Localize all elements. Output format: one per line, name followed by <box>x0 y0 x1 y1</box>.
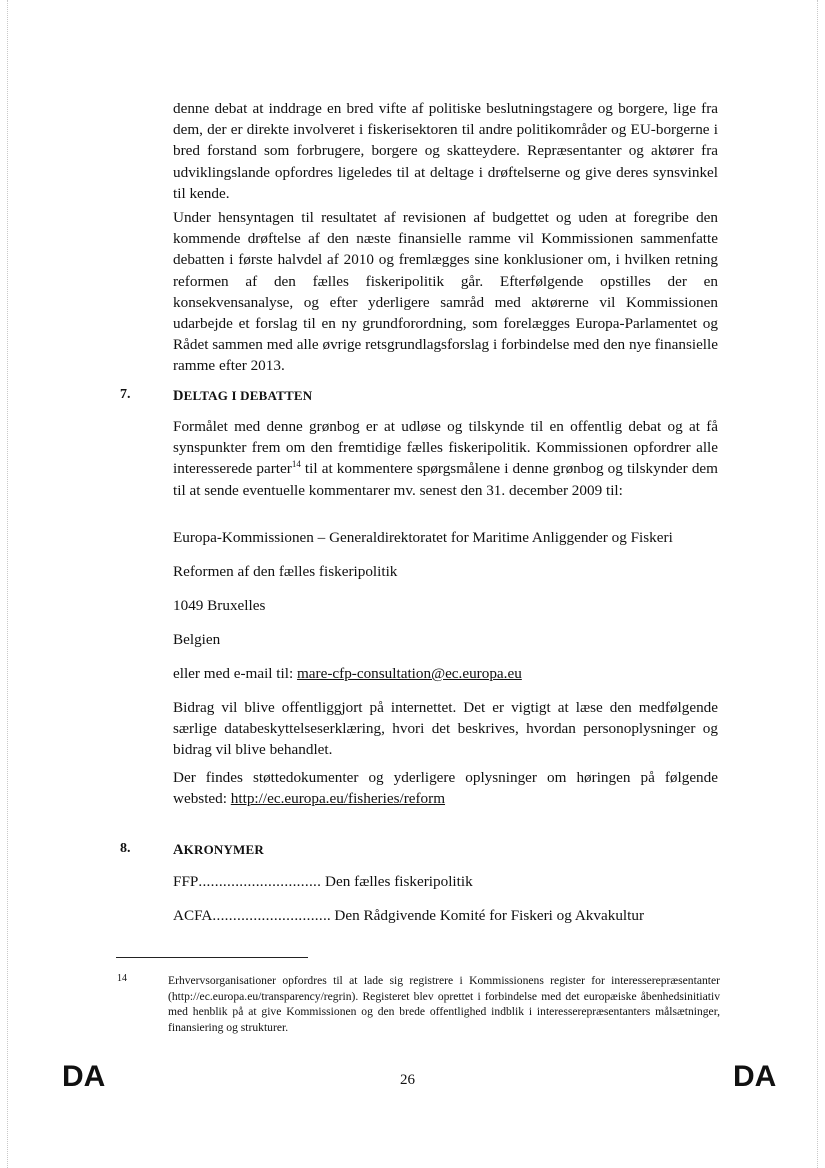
footnote-ref-14[interactable]: 14 <box>291 459 301 470</box>
acronym-row-acfa <box>173 907 644 925</box>
address-line-2: Reformen af den fælles fiskeripolitik <box>173 563 398 580</box>
acronym-abbr: ACFA <box>173 907 213 924</box>
paragraph-purpose <box>173 416 718 501</box>
reform-website-link[interactable]: http://ec.europa.eu/fisheries/reform <box>230 790 446 808</box>
scan-edge-left <box>7 0 8 1168</box>
address-line-4: Belgien <box>173 631 221 648</box>
email-link[interactable]: mare-cfp-consultation@ec.europa.eu <box>296 665 522 682</box>
email-line <box>173 663 522 684</box>
section-7-title <box>173 388 312 405</box>
language-code-right: DA <box>733 1060 777 1093</box>
footnote-text: Erhvervsorganisationer opfordres til at lade sig registrere i Kommissionens register for interesserepræsentanter (http://ec.europa.eu/transparency/regrin). Registeret blev oprettet i forbindelse med det europæiske åbenhedsinitiativ med henblik på at give Kommissionen og den brede offentlighed indblik i interesserepræsentanters målsætninger, finansiering og strukturer. <box>168 974 720 1034</box>
section-7-title-rest: ELTAG I DEBATTEN <box>183 388 313 403</box>
supporting-docs-text: Der findes støttedokumenter og yderligere oplysninger om høringen på følgende websted: <box>173 769 718 808</box>
email-prefix: eller med e-mail til: <box>173 665 297 682</box>
footnote-separator <box>116 957 308 958</box>
section-8-title <box>173 842 264 859</box>
section-8-number: 8. <box>120 841 131 856</box>
footnote-number: 14 <box>117 973 127 984</box>
paragraph-summary-timeline: Under hensyntagen til resultatet af revisionen af budgettet og uden at foregribe den kommende drøftelse af den næste finansielle ramme vil Kommissionen sammenfatte debatten i første halvdel af 2010 og fremlægges sine konklusioner om, i hvilken retning reformen af den fælles fiskeripolitik går. Efterfølgende opstilles der en konsekvensanalyse, og efter yderligere samråd med aktørerne vil Kommissionen udarbejde et forslag til en ny grundforordning, som forelægges Europa-Parlamentet og Rådet sammen med alle øvrige retsgrundlagsforslag i forbindelse med den nye finansielle ramme efter 2013. <box>173 209 718 375</box>
acronym-leader-dots: .............................. <box>198 873 322 890</box>
scan-edge-right <box>817 0 818 1168</box>
acronym-leader-dots: ........................... <box>212 907 324 924</box>
address-line-1: Europa-Kommissionen – Generaldirektoratet for Maritime Anliggender og Fiskeri <box>173 529 673 546</box>
purpose-text-end: til at kommentere spørgsmålene i denne grønbog og tilskynder dem til at sende eventuelle kommentarer mv. senest den 31. december 2009 til: <box>173 460 718 499</box>
language-code-left: DA <box>62 1060 106 1093</box>
section-8-title-initial: A <box>173 842 184 858</box>
paragraph-supporting-docs <box>173 767 718 809</box>
page-number: 26 <box>400 1072 415 1088</box>
acronym-meaning: Den fælles fiskeripolitik <box>321 873 473 890</box>
acronym-row-ffp <box>173 873 473 891</box>
section-7-number: 7. <box>120 387 131 402</box>
acronym-meaning: .. Den Rådgivende Komité for Fiskeri og Akvakultur <box>323 907 645 924</box>
section-8-title-rest: KRONYMER <box>183 842 264 857</box>
section-7-title-initial: D <box>173 388 184 404</box>
address-line-3: 1049 Bruxelles <box>173 597 266 614</box>
paragraph-debate-participants: denne debat at inddrage en bred vifte af politiske beslutningstagere og borgere, lige fra dem, der er direkte involveret i fiskerisektoren til andre politikområder og EU-borgerne i bred forstand som forbrugere, borgere og skatteydere. Repræsentanter og aktører fra udviklingslande opfordres ligeledes til at deltage i drøftelserne og give deres synsvinkel til kende. <box>173 100 718 202</box>
paragraph-privacy: Bidrag vil blive offentliggjort på internettet. Det er vigtigt at læse den medfølgende særlige databeskyttelseserklæring, hvori det beskrives, hvordan personoplysninger og bidrag vil blive behandlet. <box>173 699 718 759</box>
purpose-text-start: Formålet med denne grønbog er at udløse og tilskynde til en offentlig debat og at få synspunkter frem om den fremtidige fælles fiskeripolitik. Kommissionen opfordrer alle interesserede parter <box>173 418 718 478</box>
acronym-abbr: FFP <box>173 873 199 890</box>
